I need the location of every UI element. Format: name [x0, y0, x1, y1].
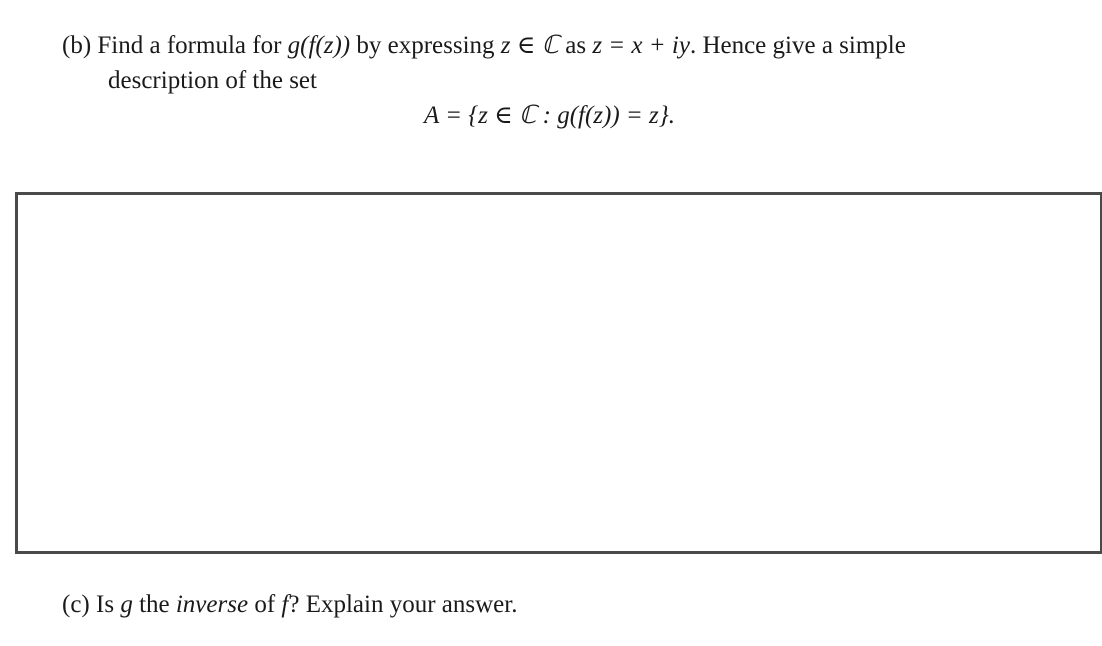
part-b-math-composition: g(f(z)) — [287, 32, 351, 59]
part-b-marker: (b) — [62, 32, 92, 59]
set-definition-display-math: A = {z ∈ ℂ : g(f(z)) = z}. — [424, 102, 676, 129]
part-b-math-membership: z ∈ ℂ — [500, 32, 559, 59]
part-b-text-4: . Hence give a simple — [689, 32, 906, 59]
part-b-text-2: by expressing — [350, 32, 501, 59]
part-c-text-3: of — [248, 591, 282, 618]
part-b-text-3: as — [559, 32, 593, 59]
part-c-text-2: the — [132, 591, 176, 618]
part-b-math-expression: z = x + iy — [592, 32, 690, 59]
part-c-emphasis-inverse: inverse — [175, 591, 249, 618]
part-c-marker: (c) — [62, 591, 90, 618]
part-c-math-f: f — [281, 591, 289, 618]
part-b-text-5: description of the set — [108, 67, 317, 94]
answer-box[interactable] — [15, 192, 1102, 554]
part-b-question-line-2 — [108, 68, 317, 93]
part-b-text-1: Find a formula for — [97, 32, 288, 59]
part-c-text-1: Is — [89, 591, 121, 618]
part-c-question — [62, 592, 517, 617]
part-b-question-line-1 — [62, 33, 906, 58]
part-c-math-g: g — [120, 591, 133, 618]
part-c-text-4: ? Explain your answer. — [288, 591, 518, 618]
